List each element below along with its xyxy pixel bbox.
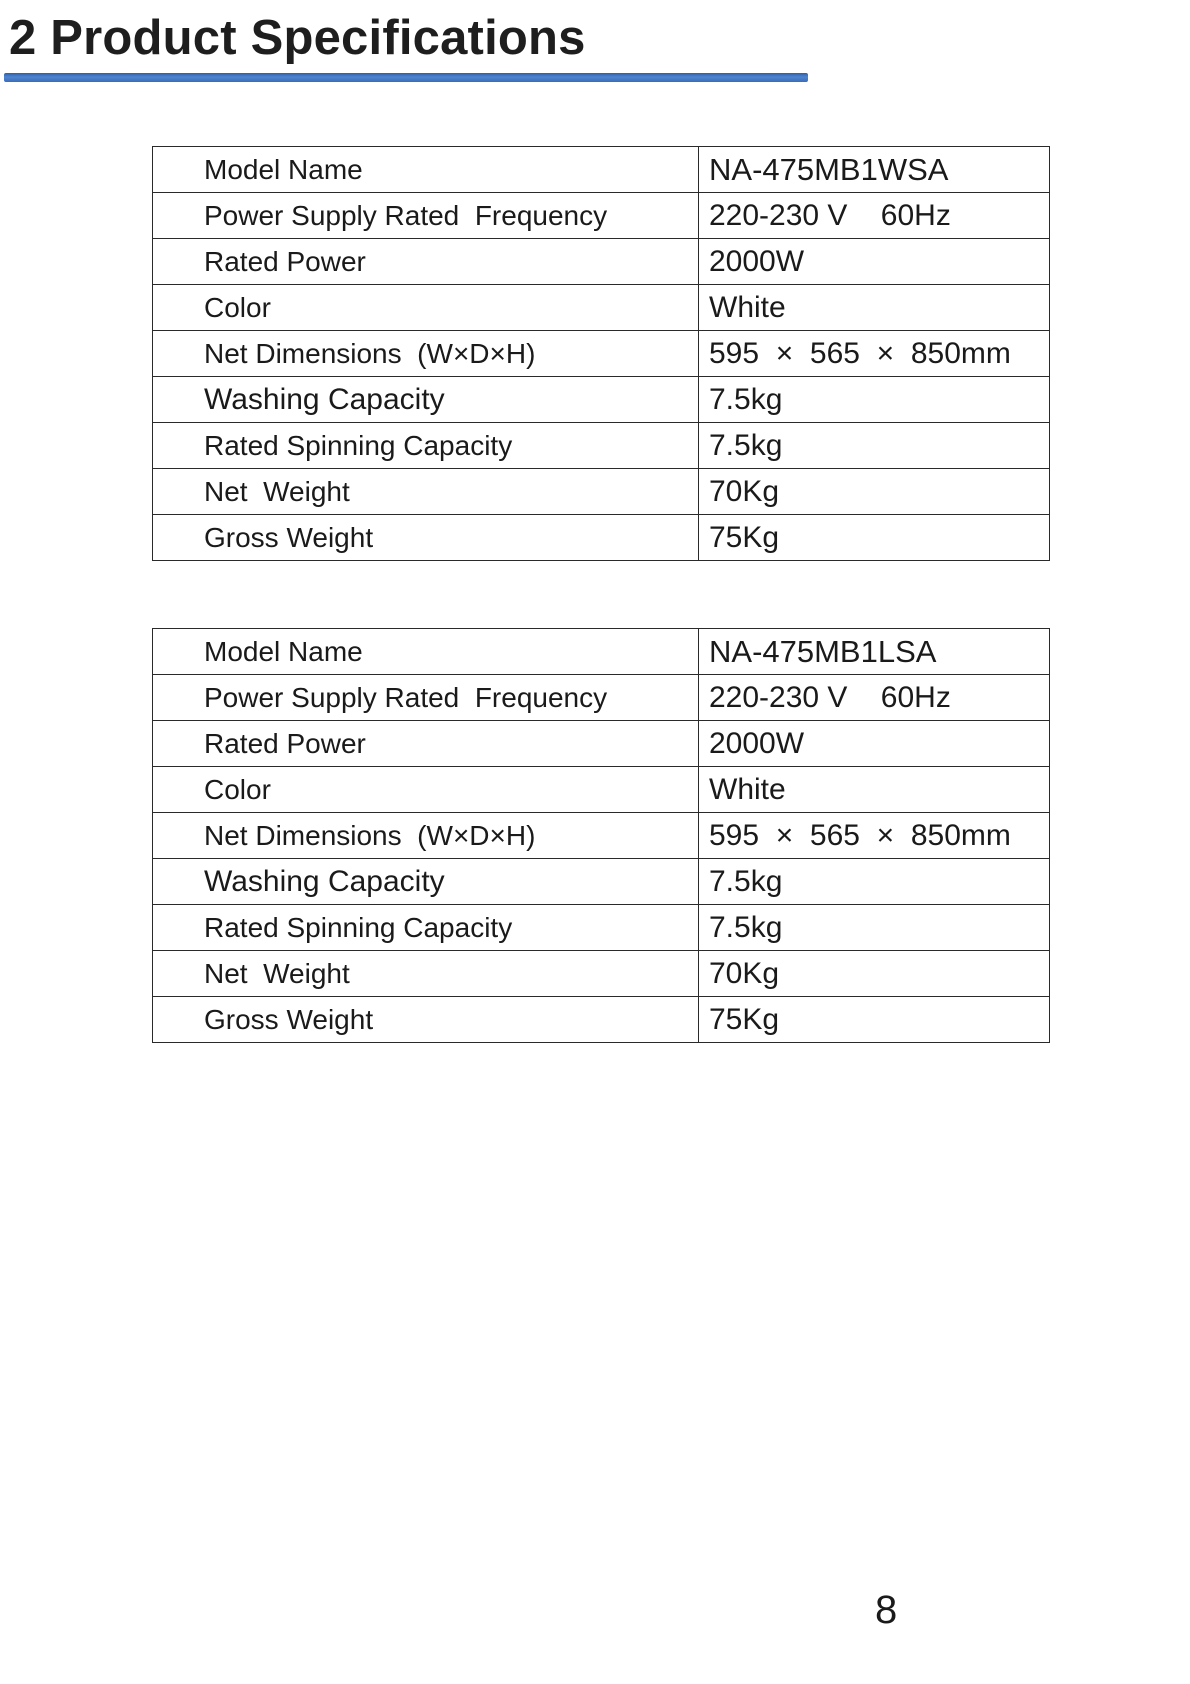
spec-value: 2000W	[699, 239, 1050, 285]
spec-value: White	[699, 767, 1050, 813]
spec-value: 220-230 V 60Hz	[699, 675, 1050, 721]
table-row	[153, 239, 1050, 285]
spec-label: Net Weight	[153, 469, 699, 515]
spec-value: NA-475MB1WSA	[699, 147, 1050, 193]
table-row	[153, 629, 1050, 675]
spec-label: Washing Capacity	[153, 377, 699, 423]
table-row	[153, 813, 1050, 859]
table-row	[153, 997, 1050, 1043]
table-row	[153, 377, 1050, 423]
table-row	[153, 285, 1050, 331]
table-row	[153, 469, 1050, 515]
spec-value: 70Kg	[699, 951, 1050, 997]
table-row	[153, 423, 1050, 469]
spec-label: Power Supply Rated Frequency	[153, 675, 699, 721]
spec-label: Net Dimensions (W×D×H)	[153, 331, 699, 377]
table-row	[153, 859, 1050, 905]
spec-value: 7.5kg	[699, 859, 1050, 905]
spec-value: 220-230 V 60Hz	[699, 193, 1050, 239]
spec-label: Model Name	[153, 629, 699, 675]
title-underline	[4, 73, 808, 82]
table-row	[153, 147, 1050, 193]
table-row	[153, 767, 1050, 813]
spec-value: 7.5kg	[699, 423, 1050, 469]
spec-label: Power Supply Rated Frequency	[153, 193, 699, 239]
table-row	[153, 675, 1050, 721]
spec-label: Gross Weight	[153, 997, 699, 1043]
spec-label: Net Dimensions (W×D×H)	[153, 813, 699, 859]
spec-value: White	[699, 285, 1050, 331]
spec-label: Color	[153, 285, 699, 331]
spec-label: Gross Weight	[153, 515, 699, 561]
page-number: 8	[875, 1588, 898, 1632]
spec-value: 7.5kg	[699, 377, 1050, 423]
table-row	[153, 515, 1050, 561]
table-row	[153, 193, 1050, 239]
table-row	[153, 721, 1050, 767]
spec-label: Washing Capacity	[153, 859, 699, 905]
table-row	[153, 905, 1050, 951]
spec-label: Rated Power	[153, 721, 699, 767]
spec-value: 595 × 565 × 850mm	[699, 813, 1050, 859]
spec-value: 70Kg	[699, 469, 1050, 515]
spec-label: Net Weight	[153, 951, 699, 997]
spec-value: 7.5kg	[699, 905, 1050, 951]
spec-value: 595 × 565 × 850mm	[699, 331, 1050, 377]
page-title: 2 Product Specifications	[9, 11, 586, 65]
table-row	[153, 951, 1050, 997]
spec-label: Rated Spinning Capacity	[153, 423, 699, 469]
spec-label: Rated Power	[153, 239, 699, 285]
spec-value: 75Kg	[699, 515, 1050, 561]
table-row	[153, 331, 1050, 377]
spec-value: NA-475MB1LSA	[699, 629, 1050, 675]
spec-table-lsa	[152, 628, 1050, 1043]
spec-value: 2000W	[699, 721, 1050, 767]
spec-value: 75Kg	[699, 997, 1050, 1043]
spec-table-wsa	[152, 146, 1050, 561]
spec-label: Color	[153, 767, 699, 813]
spec-label: Rated Spinning Capacity	[153, 905, 699, 951]
spec-label: Model Name	[153, 147, 699, 193]
